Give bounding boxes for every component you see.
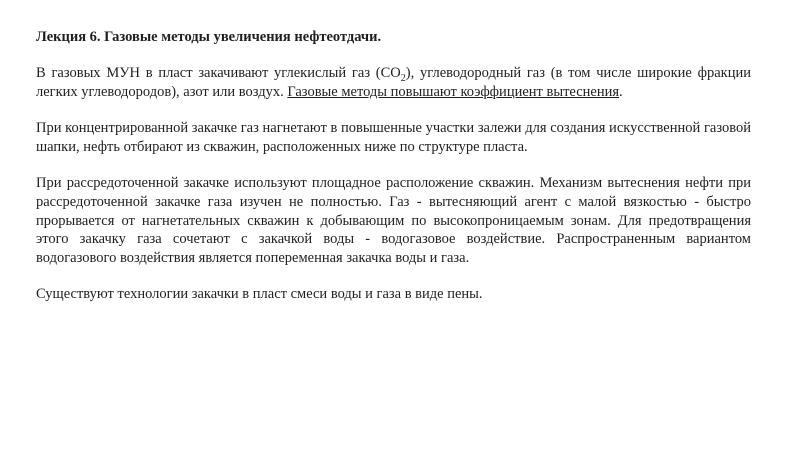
p1-underlined-statement: Газовые методы повышают коэффициент вытеснения bbox=[287, 83, 620, 100]
p1-text-b: ), углеводородный газ (в том числе широкие фракции легких углеводородов), азот или воздух. bbox=[36, 65, 752, 100]
paragraph-gas-methods bbox=[36, 64, 751, 101]
p1-end: . bbox=[619, 83, 623, 100]
lecture-title: Лекция 6. Газовые методы увеличения нефтеотдачи. bbox=[36, 29, 382, 45]
co2-subscript: 2 bbox=[400, 72, 406, 84]
paragraph-foam-technology: Существуют технологии закачки в пласт смеси воды и газа в виде пены. bbox=[36, 286, 483, 303]
p1-text-a: В газовых МУН в пласт закачивают углекислый газ (СО bbox=[36, 65, 401, 81]
paragraph-dispersed-injection: При рассредоточенной закачке используют площадное расположение скважин. Механизм вытеснения нефти при рассредоточенной закачке газа изучен не полностью. Газ - вытесняющий агент с малой вязкостью - быстро прорывается от нагнетательных скважин к добывающим по высокопроницаемым зонам. Для предотвращения этого закачку газа сочетают с закачкой воды - водогазовое воздействие. Распространенным вариантом водогазового воздействия является попеременная закачка воды и газа. bbox=[36, 175, 751, 266]
paragraph-concentrated-injection: При концентрированной закачке газ нагнетают в повышенные участки залежи для создания искусственной газовой шапки, нефть отбирают из скважин, расположенных ниже по структуре пласта. bbox=[36, 120, 751, 155]
